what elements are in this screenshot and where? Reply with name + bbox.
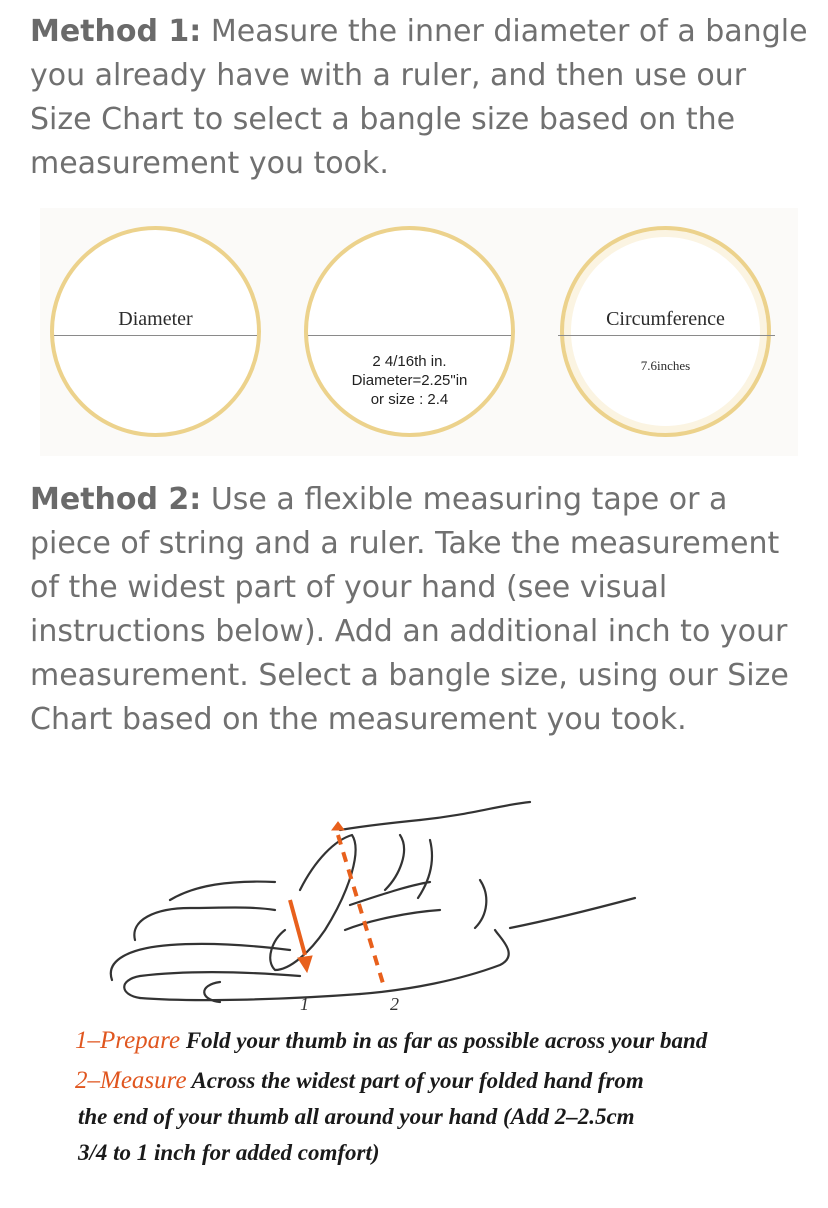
method-1-text: Measure the inner diameter of a bangle you already have with a ruler, and then use our Size Chart to select a bangle size based on the measurement you took.: [30, 14, 808, 181]
tape-start-arrow: [332, 822, 344, 830]
circumference-line: [558, 335, 775, 336]
method-2-text: Use a flexible measuring tape or a piece of string and a ruler. Take the measurement of the widest part of your hand (see visual instructions below). Add an additional inch to your measurement. Select a bangle size, using our Size Chart based on the measurement you took.: [30, 482, 789, 737]
diameter-label: Diameter: [118, 308, 193, 330]
thumb-fold-arrow: [298, 956, 312, 972]
diameter-line: [54, 335, 257, 336]
thumb-fold-line: [290, 900, 305, 955]
hand-measurement-illustration: [100, 780, 660, 1030]
size-line: [308, 335, 511, 336]
circumference-value: 7.6inches: [640, 358, 691, 373]
diameter-circle: [50, 226, 261, 437]
size-circle: [304, 226, 515, 437]
method-1-label: Method 1:: [30, 14, 202, 49]
circumference-label: Circumference: [606, 308, 725, 330]
method-2-paragraph: [30, 478, 810, 742]
step-1-tag: 1–Prepare: [75, 1027, 181, 1054]
instruction-step-1: [75, 1023, 795, 1059]
marker-1: 1: [300, 994, 309, 1014]
circumference-circle: [560, 226, 771, 437]
method-2-label: Method 2:: [30, 482, 202, 517]
step-2-tag: 2–Measure: [75, 1067, 187, 1094]
size-diameter: Diameter=2.25"in: [351, 372, 468, 389]
method-1-paragraph: [30, 10, 810, 186]
measuring-tape-line: [338, 835, 385, 990]
hand-outline: [111, 802, 635, 1002]
step-2-text: Across the widest part of your folded hand from: [186, 1068, 644, 1093]
instruction-line-4: 3/4 to 1 inch for added comfort): [78, 1140, 380, 1165]
bangle-measurement-diagram: [40, 208, 798, 456]
instruction-step-2: [75, 1063, 795, 1099]
marker-2: 2: [390, 994, 399, 1014]
size-fraction: 2 4/16th in.: [372, 353, 447, 370]
step-1-text: Fold your thumb in as far as possible across your band: [180, 1028, 708, 1053]
instruction-line-3: the end of your thumb all around your hand (Add 2–2.5cm: [78, 1104, 635, 1129]
size-value: or size : 2.4: [370, 391, 449, 408]
